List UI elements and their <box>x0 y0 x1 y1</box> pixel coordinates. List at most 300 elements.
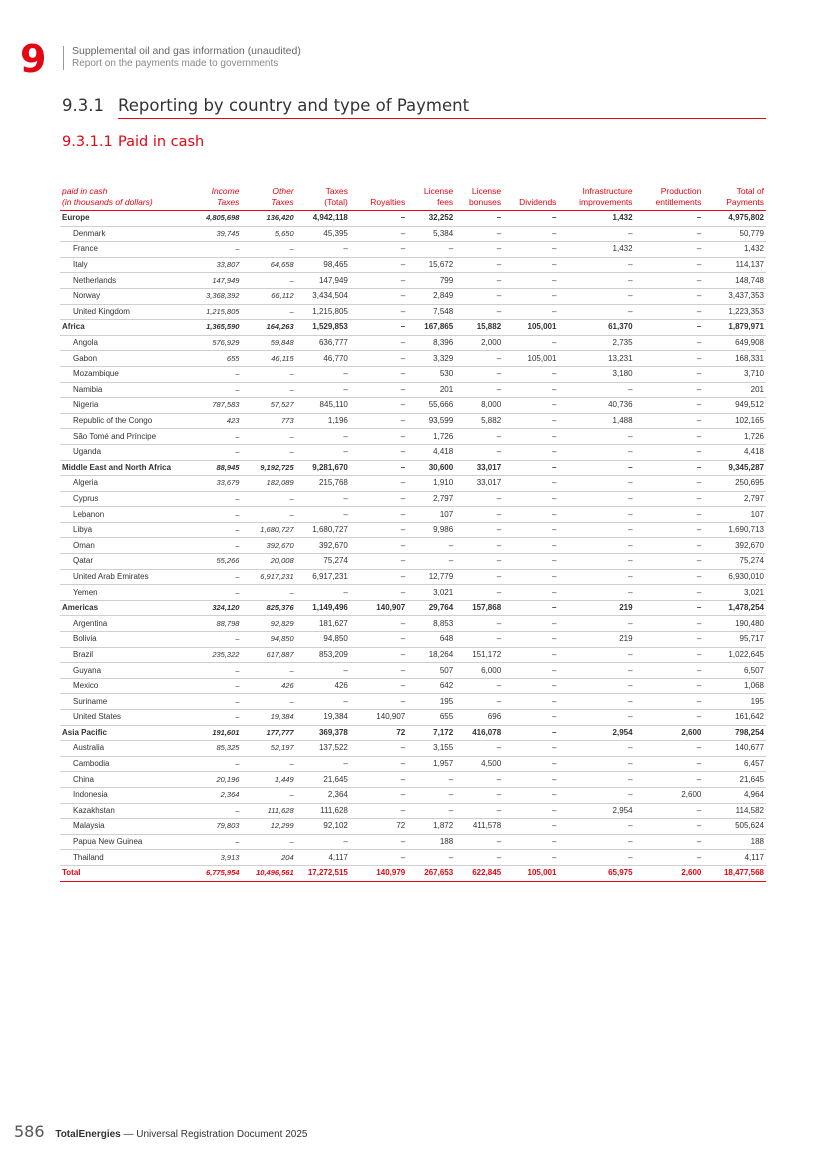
table-row <box>60 304 766 320</box>
cell: 29,764 <box>407 600 455 616</box>
cell: 1,432 <box>558 211 634 227</box>
cell: 1,432 <box>703 242 766 258</box>
cell: – <box>185 507 241 523</box>
row-label: Asia Pacific <box>60 725 185 741</box>
cell: – <box>185 756 241 772</box>
cell: – <box>635 476 704 492</box>
cell: 250,695 <box>703 476 766 492</box>
table-row <box>60 741 766 757</box>
cell: – <box>350 335 407 351</box>
cell: 2,735 <box>558 335 634 351</box>
cell: 798,254 <box>703 725 766 741</box>
cell: 2,600 <box>635 725 704 741</box>
cell: 55,666 <box>407 398 455 414</box>
cell: – <box>350 476 407 492</box>
table-row <box>60 585 766 601</box>
cell: 92,829 <box>241 616 295 632</box>
cell: – <box>558 569 634 585</box>
cell: – <box>407 787 455 803</box>
cell: – <box>558 554 634 570</box>
row-label: France <box>60 242 185 258</box>
cell: – <box>455 803 503 819</box>
cell: 40,736 <box>558 398 634 414</box>
table-row <box>60 663 766 679</box>
region-row <box>60 320 766 336</box>
col-license-fees: License fees <box>423 186 454 207</box>
cell: 1,488 <box>558 413 634 429</box>
table-row <box>60 710 766 726</box>
cell: – <box>185 834 241 850</box>
cell: – <box>350 444 407 460</box>
cell: – <box>503 382 558 398</box>
cell: – <box>558 288 634 304</box>
cell: 161,642 <box>703 710 766 726</box>
table-row <box>60 803 766 819</box>
table-row <box>60 351 766 367</box>
table-row <box>60 850 766 866</box>
row-label: Guyana <box>60 663 185 679</box>
cell: – <box>635 663 704 679</box>
cell: 201 <box>703 382 766 398</box>
page-footer <box>14 1122 307 1141</box>
cell: – <box>350 288 407 304</box>
cell: – <box>350 413 407 429</box>
cell: 949,512 <box>703 398 766 414</box>
cell: 33,017 <box>455 476 503 492</box>
cell: – <box>350 304 407 320</box>
cell: – <box>635 803 704 819</box>
cell: – <box>455 491 503 507</box>
cell: 2,797 <box>703 491 766 507</box>
cell: – <box>503 585 558 601</box>
cell: 182,089 <box>241 476 295 492</box>
region-row <box>60 460 766 476</box>
cell: 6,917,231 <box>296 569 350 585</box>
cell: 111,628 <box>241 803 295 819</box>
cell: 13,231 <box>558 351 634 367</box>
cell: – <box>635 710 704 726</box>
cell: – <box>185 366 241 382</box>
cell: 18,477,568 <box>703 865 766 881</box>
cell: – <box>635 460 704 476</box>
cell: – <box>635 741 704 757</box>
cell: – <box>558 507 634 523</box>
table-row <box>60 444 766 460</box>
cell: 88,945 <box>185 460 241 476</box>
table-row <box>60 834 766 850</box>
cell: 10,496,561 <box>241 865 295 881</box>
table-row <box>60 756 766 772</box>
cell: – <box>503 819 558 835</box>
row-label: United States <box>60 710 185 726</box>
cell: – <box>503 834 558 850</box>
table-row <box>60 242 766 258</box>
cell: 505,624 <box>703 819 766 835</box>
cell: – <box>455 273 503 289</box>
cell: – <box>350 522 407 538</box>
cell: – <box>635 819 704 835</box>
cell: 1,690,713 <box>703 522 766 538</box>
cell: – <box>558 850 634 866</box>
cell: – <box>503 647 558 663</box>
cell: – <box>635 366 704 382</box>
table-row <box>60 538 766 554</box>
cell: – <box>350 320 407 336</box>
cell: – <box>558 834 634 850</box>
cell: 416,078 <box>455 725 503 741</box>
cell: 2,000 <box>455 335 503 351</box>
row-label: Lebanon <box>60 507 185 523</box>
cell: – <box>296 585 350 601</box>
cell: 195 <box>703 694 766 710</box>
cell: 93,599 <box>407 413 455 429</box>
table-row <box>60 226 766 242</box>
cell: 33,679 <box>185 476 241 492</box>
table-row <box>60 273 766 289</box>
cell: – <box>296 382 350 398</box>
cell: 114,137 <box>703 257 766 273</box>
cell: – <box>185 522 241 538</box>
cell: – <box>558 257 634 273</box>
col-dividends: Dividends <box>519 197 557 207</box>
cell: 114,582 <box>703 803 766 819</box>
cell: – <box>455 522 503 538</box>
cell: – <box>455 429 503 445</box>
cell: – <box>503 569 558 585</box>
cell: 1,478,254 <box>703 600 766 616</box>
cell: 3,021 <box>407 585 455 601</box>
cell: – <box>455 382 503 398</box>
table-row <box>60 288 766 304</box>
table-row <box>60 522 766 538</box>
cell: 622,845 <box>455 865 503 881</box>
table-row <box>60 257 766 273</box>
cell: – <box>503 226 558 242</box>
cell: 3,434,504 <box>296 288 350 304</box>
cell: – <box>350 772 407 788</box>
cell: – <box>241 366 295 382</box>
cell: 20,196 <box>185 772 241 788</box>
cell: – <box>635 678 704 694</box>
cell: – <box>558 756 634 772</box>
cell: 1,726 <box>407 429 455 445</box>
cell: 21,645 <box>296 772 350 788</box>
cell: – <box>635 257 704 273</box>
cell: – <box>503 725 558 741</box>
cell: – <box>241 585 295 601</box>
cell: – <box>558 304 634 320</box>
cell: – <box>558 741 634 757</box>
cell: 4,500 <box>455 756 503 772</box>
cell: 2,600 <box>635 787 704 803</box>
cell: 94,850 <box>241 632 295 648</box>
cell: 530 <box>407 366 455 382</box>
cell: 140,677 <box>703 741 766 757</box>
cell: 20,008 <box>241 554 295 570</box>
cell: 5,650 <box>241 226 295 242</box>
cell: 2,954 <box>558 725 634 741</box>
section-rule <box>118 118 766 119</box>
cell: – <box>296 834 350 850</box>
cell: – <box>503 710 558 726</box>
cell: 95,717 <box>703 632 766 648</box>
cell: 392,670 <box>241 538 295 554</box>
cell: – <box>350 850 407 866</box>
cell: – <box>350 382 407 398</box>
cell: 787,583 <box>185 398 241 414</box>
cell: 845,110 <box>296 398 350 414</box>
header-label-line2: (in thousands of dollars) <box>62 197 153 207</box>
cell: 148,748 <box>703 273 766 289</box>
row-label: Argentina <box>60 616 185 632</box>
header-label-line1: paid in cash <box>62 186 108 196</box>
cell: – <box>350 429 407 445</box>
section-title: Reporting by country and type of Payment <box>118 96 470 115</box>
cell: – <box>635 211 704 227</box>
cell: – <box>455 211 503 227</box>
cell: – <box>185 803 241 819</box>
row-label: Australia <box>60 741 185 757</box>
cell: – <box>635 413 704 429</box>
cell: – <box>503 600 558 616</box>
cell: – <box>558 476 634 492</box>
cell: 4,942,118 <box>296 211 350 227</box>
cell: 6,917,231 <box>241 569 295 585</box>
cell: 324,120 <box>185 600 241 616</box>
cell: – <box>558 663 634 679</box>
cell: 3,437,353 <box>703 288 766 304</box>
cell: – <box>455 834 503 850</box>
cell: 9,345,287 <box>703 460 766 476</box>
cell: – <box>558 819 634 835</box>
cell: – <box>296 491 350 507</box>
col-income-taxes: Income Taxes <box>211 186 240 207</box>
cell: – <box>558 522 634 538</box>
cell: 2,364 <box>185 787 241 803</box>
cell: 1,872 <box>407 819 455 835</box>
cell: 1,957 <box>407 756 455 772</box>
cell: – <box>503 554 558 570</box>
cell: – <box>635 382 704 398</box>
cell: 392,670 <box>296 538 350 554</box>
cell: 3,710 <box>703 366 766 382</box>
cell: 219 <box>558 632 634 648</box>
cell: 151,172 <box>455 647 503 663</box>
cell: 30,600 <box>407 460 455 476</box>
cell: – <box>503 366 558 382</box>
cell: 157,868 <box>455 600 503 616</box>
cell: – <box>185 585 241 601</box>
cell: – <box>503 273 558 289</box>
cell: – <box>635 647 704 663</box>
cell: 617,887 <box>241 647 295 663</box>
cell: – <box>635 507 704 523</box>
header-subtitle: Report on the payments made to governments <box>72 58 279 69</box>
col-license-bonuses: License bonuses <box>469 186 502 207</box>
cell: 46,115 <box>241 351 295 367</box>
cell: 33,017 <box>455 460 503 476</box>
cell: 1,068 <box>703 678 766 694</box>
cell: – <box>407 803 455 819</box>
cell: 2,954 <box>558 803 634 819</box>
cell: – <box>350 554 407 570</box>
cell: – <box>455 257 503 273</box>
cell: – <box>635 569 704 585</box>
table-body <box>60 211 766 882</box>
cell: – <box>635 429 704 445</box>
cell: – <box>635 632 704 648</box>
cell: – <box>455 304 503 320</box>
region-row <box>60 600 766 616</box>
cell: – <box>635 304 704 320</box>
cell: – <box>185 632 241 648</box>
cell: – <box>241 756 295 772</box>
cell: 423 <box>185 413 241 429</box>
cell: – <box>241 507 295 523</box>
cell: 32,252 <box>407 211 455 227</box>
cell: – <box>185 569 241 585</box>
cell: – <box>503 522 558 538</box>
cell: – <box>635 444 704 460</box>
table-row <box>60 335 766 351</box>
cell: – <box>455 538 503 554</box>
row-label: Thailand <box>60 850 185 866</box>
cell: – <box>503 491 558 507</box>
cell: – <box>185 444 241 460</box>
cell: – <box>503 335 558 351</box>
cell: 19,384 <box>241 710 295 726</box>
cell: 369,378 <box>296 725 350 741</box>
cell: – <box>503 803 558 819</box>
cell: 3,368,392 <box>185 288 241 304</box>
cell: – <box>350 366 407 382</box>
cell: – <box>503 850 558 866</box>
cell: 507 <box>407 663 455 679</box>
cell: – <box>350 351 407 367</box>
cell: 140,907 <box>350 710 407 726</box>
cell: – <box>503 741 558 757</box>
row-label: Cyprus <box>60 491 185 507</box>
cell: 2,600 <box>635 865 704 881</box>
cell: – <box>635 585 704 601</box>
cell: 636,777 <box>296 335 350 351</box>
cell: 46,770 <box>296 351 350 367</box>
cell: – <box>503 444 558 460</box>
row-label: Angola <box>60 335 185 351</box>
cell: – <box>455 850 503 866</box>
cell: – <box>296 366 350 382</box>
cell: 61,370 <box>558 320 634 336</box>
cell: – <box>635 320 704 336</box>
cell: – <box>185 382 241 398</box>
cell: 3,021 <box>703 585 766 601</box>
cell: 72 <box>350 819 407 835</box>
cell: – <box>455 616 503 632</box>
cell: – <box>185 694 241 710</box>
cell: – <box>455 741 503 757</box>
cell: 215,768 <box>296 476 350 492</box>
col-royalties: Royalties <box>370 197 406 207</box>
row-label: Algeria <box>60 476 185 492</box>
cell: 648 <box>407 632 455 648</box>
cell: 92,102 <box>296 819 350 835</box>
cell: 4,117 <box>703 850 766 866</box>
row-label: Qatar <box>60 554 185 570</box>
cell: – <box>350 741 407 757</box>
cell: 426 <box>241 678 295 694</box>
cell: – <box>503 632 558 648</box>
page-number: 586 <box>14 1122 45 1141</box>
cell: – <box>350 663 407 679</box>
cell: 6,930,010 <box>703 569 766 585</box>
cell: – <box>241 663 295 679</box>
cell: – <box>635 242 704 258</box>
cell: – <box>503 211 558 227</box>
cell: 2,797 <box>407 491 455 507</box>
row-label: Netherlands <box>60 273 185 289</box>
cell: – <box>503 772 558 788</box>
cell: – <box>185 242 241 258</box>
cell: – <box>503 304 558 320</box>
cell: 8,853 <box>407 616 455 632</box>
table-row <box>60 413 766 429</box>
cell: – <box>296 242 350 258</box>
row-label: China <box>60 772 185 788</box>
cell: – <box>558 678 634 694</box>
table-row <box>60 819 766 835</box>
cell: 75,274 <box>296 554 350 570</box>
cell: 3,155 <box>407 741 455 757</box>
cell: 195 <box>407 694 455 710</box>
cell: 98,465 <box>296 257 350 273</box>
cell: 147,949 <box>296 273 350 289</box>
table-row <box>60 429 766 445</box>
cell: – <box>503 242 558 258</box>
table-header-row <box>60 186 766 211</box>
table-row <box>60 476 766 492</box>
cell: 12,779 <box>407 569 455 585</box>
cell: – <box>241 787 295 803</box>
row-label: Kazakhstan <box>60 803 185 819</box>
cell: 140,907 <box>350 600 407 616</box>
cell: – <box>185 491 241 507</box>
cell: – <box>503 616 558 632</box>
cell: 105,001 <box>503 351 558 367</box>
cell: 64,658 <box>241 257 295 273</box>
cell: – <box>558 429 634 445</box>
cell: – <box>350 647 407 663</box>
cell: – <box>455 288 503 304</box>
cell: 6,000 <box>455 663 503 679</box>
cell: 6,775,954 <box>185 865 241 881</box>
cell: – <box>455 787 503 803</box>
cell: – <box>350 273 407 289</box>
cell: 5,882 <box>455 413 503 429</box>
cell: – <box>241 242 295 258</box>
cell: – <box>350 834 407 850</box>
cell: 1,149,496 <box>296 600 350 616</box>
cell: 4,418 <box>703 444 766 460</box>
subsection-title: Paid in cash <box>118 134 205 150</box>
table-row <box>60 772 766 788</box>
cell: – <box>558 694 634 710</box>
cell: – <box>503 507 558 523</box>
row-label: Gabon <box>60 351 185 367</box>
cell: 102,165 <box>703 413 766 429</box>
section-number: 9.3.1 <box>62 96 104 115</box>
cell: – <box>455 242 503 258</box>
table-row <box>60 787 766 803</box>
